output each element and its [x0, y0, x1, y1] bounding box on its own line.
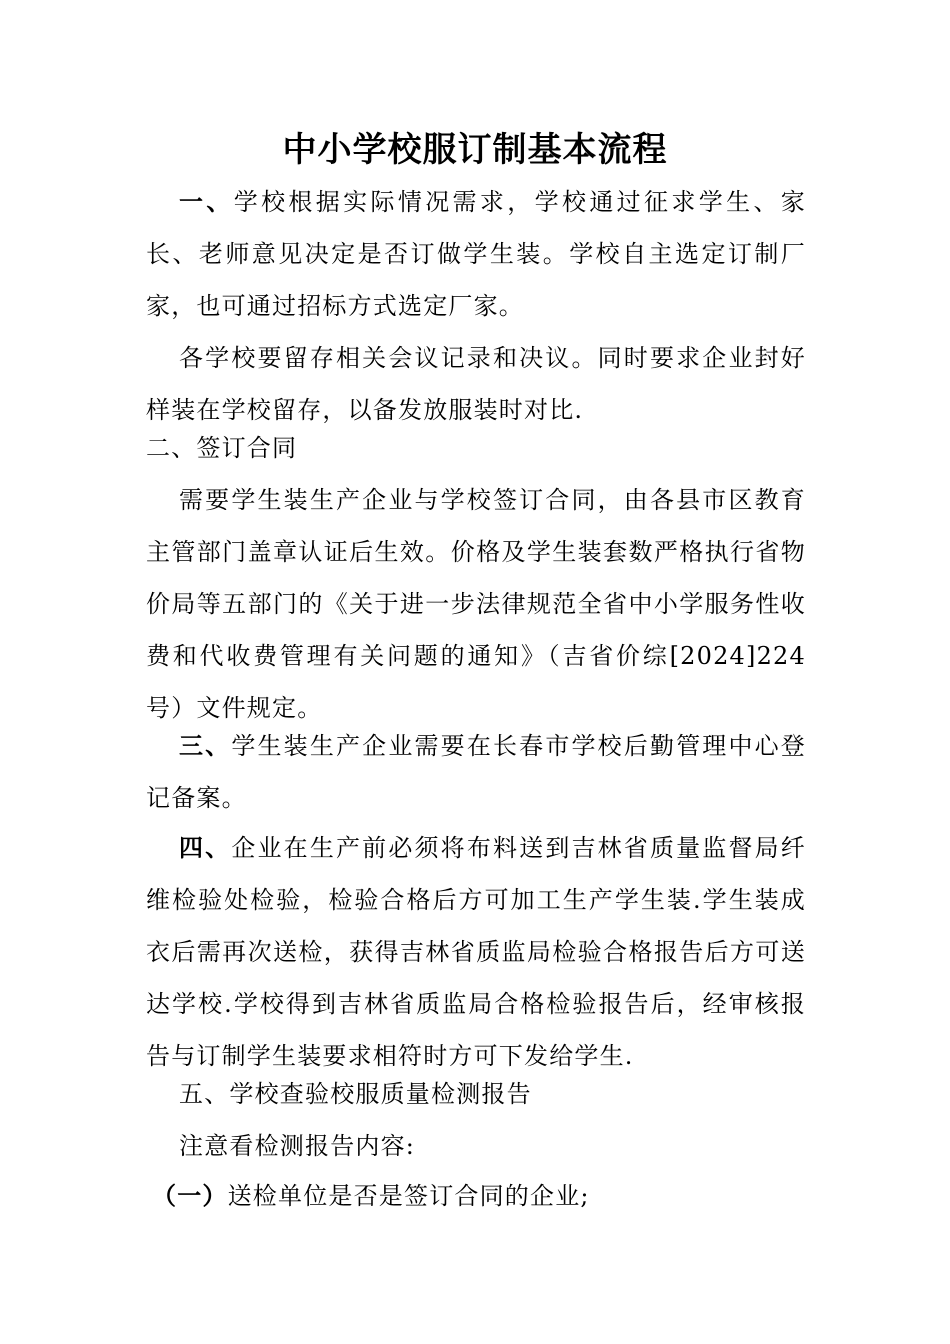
section-5-note: 注意看检测报告内容:: [179, 1132, 416, 1160]
section-1-number: 一、: [179, 187, 234, 216]
section-5-heading: 五、学校查验校服质量检测报告: [179, 1080, 532, 1108]
section-1-paragraph: [146, 176, 806, 332]
section-4-number: 四、: [179, 833, 232, 862]
section-4-paragraph: [146, 822, 806, 1082]
section-1-note: 各学校要留存相关会议记录和决议。同时要求企业封好样装在学校留存，以备发放服装时对比.: [146, 344, 806, 424]
item-1-number: （一）: [152, 1181, 228, 1210]
section-3-number: 三、: [179, 731, 232, 760]
item-1: [152, 1170, 812, 1222]
section-2-heading: 二、签订合同: [146, 434, 298, 462]
section-3-paragraph: [146, 720, 806, 824]
section-2-paragraph: 需要学生装生产企业与学校签订合同，由各县市区教育主管部门盖章认证后生效。价格及学生装套数严格执行省物价局等五部门的《关于进一步法律规范全省中小学服务性收费和代收费管理有关问题的通知》（吉省价综[2024]224号）文件规定。: [146, 486, 806, 722]
section-3-text: 学生装生产企业需要在长春市学校后勤管理中心登记备案。: [146, 732, 807, 812]
section-1-text: 学校根据实际情况需求，学校通过征求学生、家长、老师意见决定是否订做学生装。学校自主选定订制厂家，也可通过招标方式选定厂家。: [146, 188, 806, 320]
section-4-text: 企业在生产前必须将布料送到吉林省质量监督局纤维检验处检验，检验合格后方可加工生产学生装.学生装成衣后需再次送检，获得吉林省质监局检验合格报告后方可送达学校.学校得到吉林省质监局合格检验报告后，经审核报告与订制学生装要求相符时方可下发给学生.: [146, 834, 807, 1070]
item-1-text: 送检单位是否是签订合同的企业;: [227, 1182, 590, 1210]
document-title: 中小学校服订制基本流程: [282, 130, 668, 170]
